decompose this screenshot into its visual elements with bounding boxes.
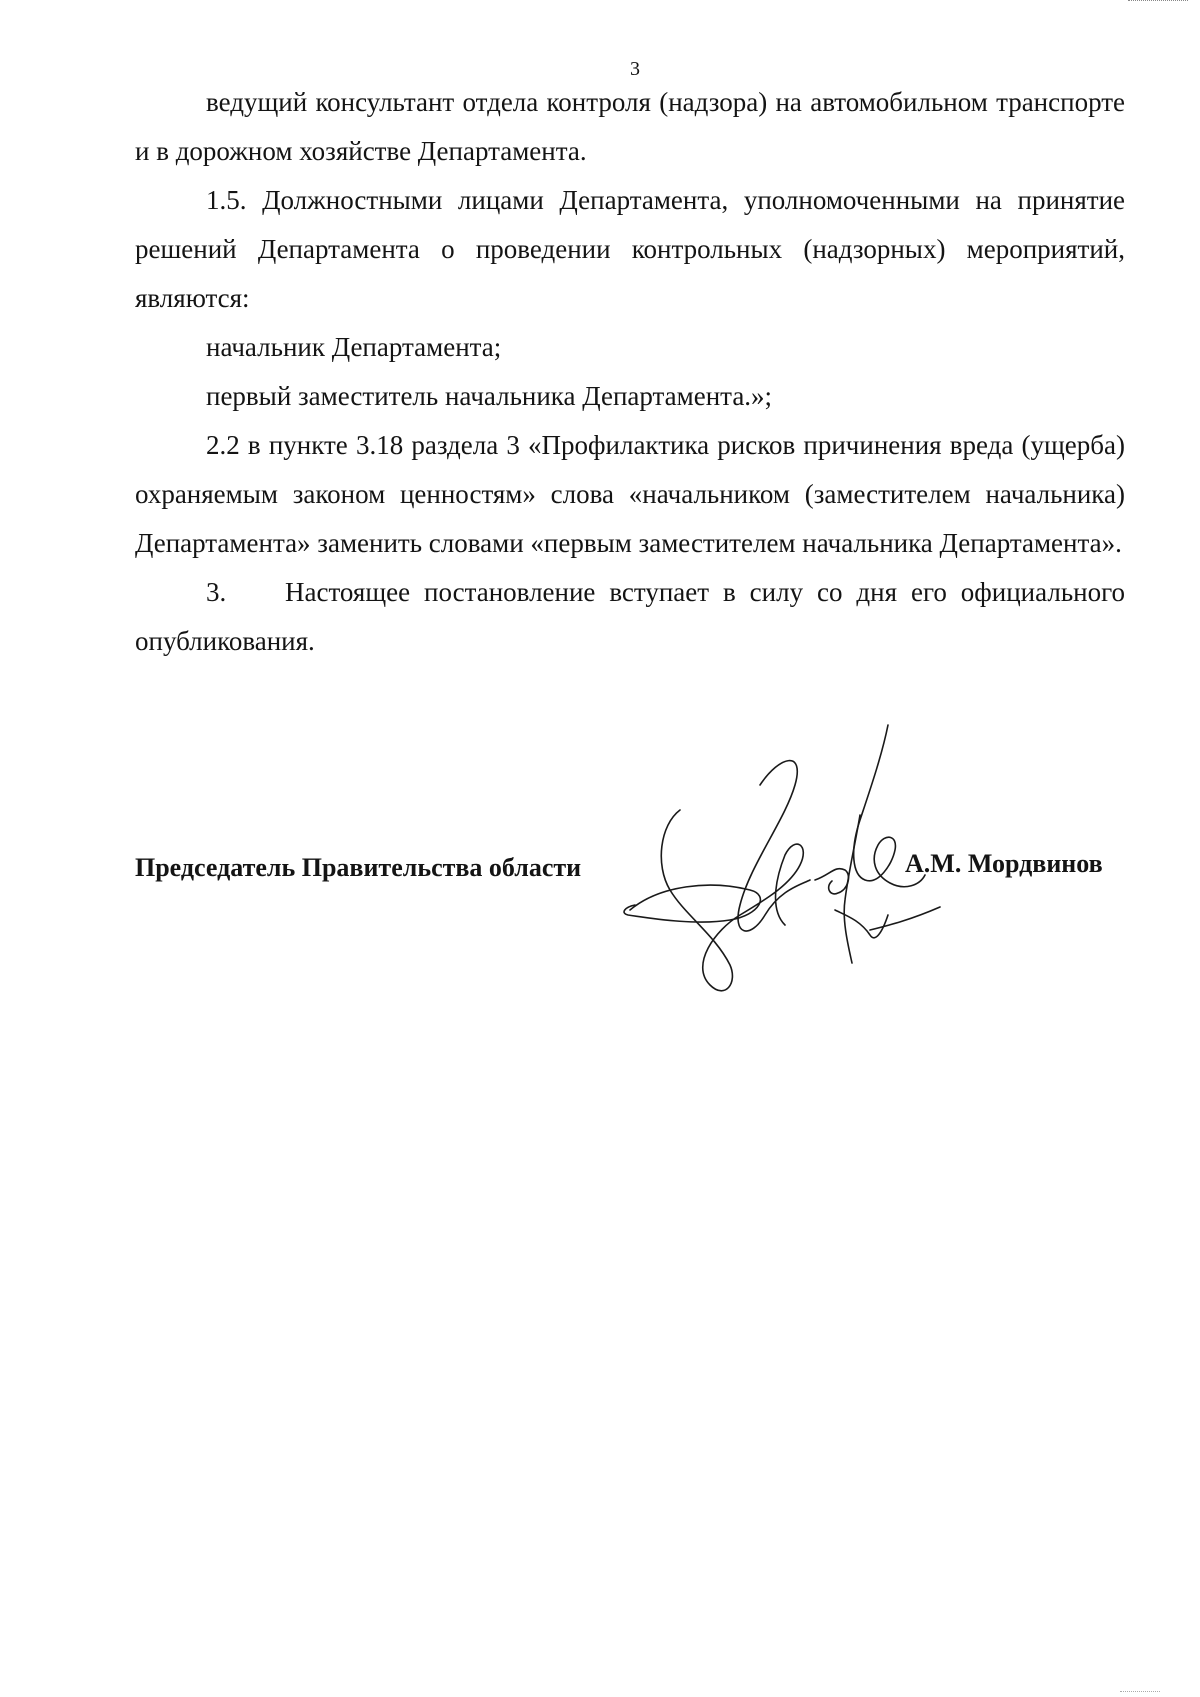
paragraph-first-deputy: первый заместитель начальника Департамента.»; <box>206 381 773 411</box>
paragraph-number: 3. <box>206 577 227 607</box>
paragraph-entry-into-force <box>135 568 1125 666</box>
document-body <box>135 78 1125 666</box>
paragraph-officials: 1.5. Должностными лицами Департамента, уполномоченными на принятие решений Департамента о проведении контрольных (надзорных) мероприятий, являются: <box>135 185 1125 313</box>
scan-corner-mark <box>1128 0 1188 4</box>
signer-title: Председатель Правительства области <box>135 853 582 882</box>
handwritten-signature <box>620 715 950 1005</box>
paragraph-consultant: ведущий консультант отдела контроля (надзора) на автомобильном транспорте и в дорожном хозяйстве Департамента. <box>135 87 1125 166</box>
scan-corner-mark-bottom <box>1120 1691 1160 1694</box>
paragraph-entry-text: Настоящее постановление вступает в силу со дня его официального опубликования. <box>135 577 1125 656</box>
page-number: 3 <box>630 58 640 80</box>
signer-name: А.М. Мордвинов <box>905 849 1103 878</box>
paragraph-head: начальник Департамента; <box>206 332 502 362</box>
paragraph-amendment: 2.2 в пункте 3.18 раздела 3 «Профилактика рисков причинения вреда (ущерба) охраняемым законом ценностям» слова «начальником (заместителем начальника) Департамента» заменить словами «первым заместителем начальника Департамента». <box>135 430 1125 558</box>
